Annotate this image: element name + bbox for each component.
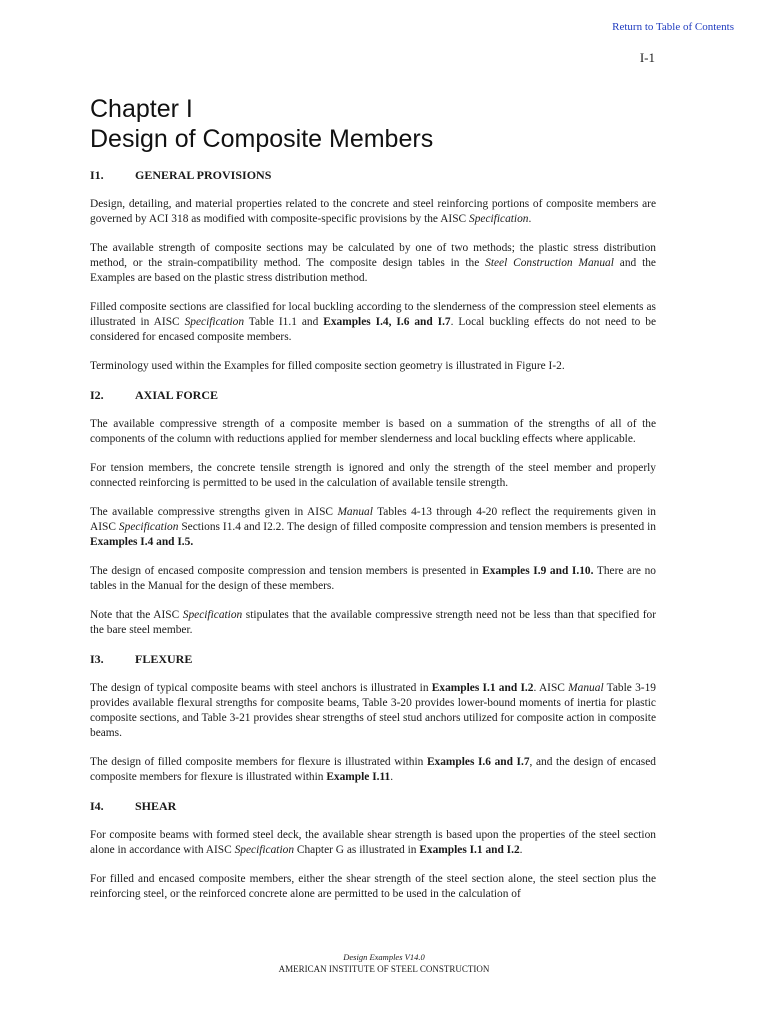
footer-publisher: AMERICAN INSTITUTE OF STEEL CONSTRUCTION	[278, 964, 490, 974]
section-number: I2.	[90, 388, 104, 402]
section-title: FLEXURE	[135, 652, 193, 666]
page-number: I-1	[639, 50, 655, 65]
paragraph: The design of typical composite beams with steel anchors is illustrated in Examples I.1 and I.2. AISC Manual Table 3-19 provides available flexural strengths for composite beams, Table 3-20 provides lower-bound moments of inertia for plastic composite sections, and Table 3-21 provides shear strengths of steel stud anchors utilized for composite action in composite beams.	[90, 682, 656, 739]
section-number: I1.	[90, 168, 104, 182]
section-title: GENERAL PROVISIONS	[135, 168, 272, 182]
return-to-toc-link[interactable]: Return to Table of Contents	[612, 21, 734, 33]
chapter-title	[90, 94, 656, 154]
section-number: I3.	[90, 652, 104, 666]
paragraph: The available compressive strengths given in AISC Manual Tables 4-13 through 4-20 reflect the requirements given in AISC Specification Sections I1.4 and I2.2. The design of filled composite compression and tension members is presented in Examples I.4 and I.5.	[90, 506, 656, 548]
paragraph: For composite beams with formed steel deck, the available shear strength is based upon the properties of the steel section alone in accordance with AISC Specification Chapter G as illustrated in Examples I.1 and I.2.	[90, 829, 656, 856]
paragraph: Terminology used within the Examples for filled composite section geometry is illustrated in Figure I-2.	[90, 360, 565, 372]
paragraph: The available compressive strength of a composite member is based on a summation of the strengths of all of the components of the column with reductions applied for member slenderness and local buckling effects where applicable.	[90, 418, 656, 445]
section-title: SHEAR	[135, 799, 177, 813]
paragraph: For tension members, the concrete tensile strength is ignored and only the strength of the steel member and properly connected reinforcing is permitted to be used in the calculation of available tensile strength.	[90, 462, 656, 489]
paragraph: The design of encased composite compression and tension members is presented in Examples I.9 and I.10. There are no tables in the Manual for the design of these members.	[90, 565, 656, 592]
section-title: AXIAL FORCE	[135, 388, 219, 402]
section-heading-i3	[90, 652, 656, 667]
section-heading-i1	[90, 168, 656, 183]
chapter-name: Design of Composite Members	[90, 125, 434, 153]
page-footer	[0, 952, 768, 975]
section-number: I4.	[90, 799, 104, 813]
paragraph: Filled composite sections are classified for local buckling according to the slenderness of the compression steel elements as illustrated in AISC Specification Table I1.1 and Examples I.4, I.6 and I.7. Local buckling effects do not need to be considered for encased composite members.	[90, 301, 657, 343]
chapter-label: Chapter I	[90, 95, 193, 123]
paragraph: The available strength of composite sections may be calculated by one of two methods; the plastic stress distribution method, or the strain-compatibility method. The composite design tables in the Steel Construction Manual and the Examples are based on the plastic stress distribution method.	[90, 242, 656, 284]
page-content	[90, 94, 656, 916]
footer-publication: Design Examples V14.0	[343, 952, 425, 962]
paragraph: The design of filled composite members for flexure is illustrated within Examples I.6 and I.7, and the design of encased composite members for flexure is illustrated within Example I.11.	[90, 756, 656, 783]
section-heading-i4	[90, 799, 656, 814]
section-heading-i2	[90, 388, 656, 403]
paragraph: Note that the AISC Specification stipulates that the available compressive strength need not be less than that specified for the bare steel member.	[90, 609, 656, 636]
paragraph: For filled and encased composite members, either the shear strength of the steel section alone, the steel section plus the reinforcing steel, or the reinforced concrete alone are permitted to be used in the calculation of	[90, 873, 656, 900]
paragraph: Design, detailing, and material properties related to the concrete and steel reinforcing portions of composite members are governed by ACI 318 as modified with composite-specific provisions by the AISC Specification.	[90, 198, 656, 225]
